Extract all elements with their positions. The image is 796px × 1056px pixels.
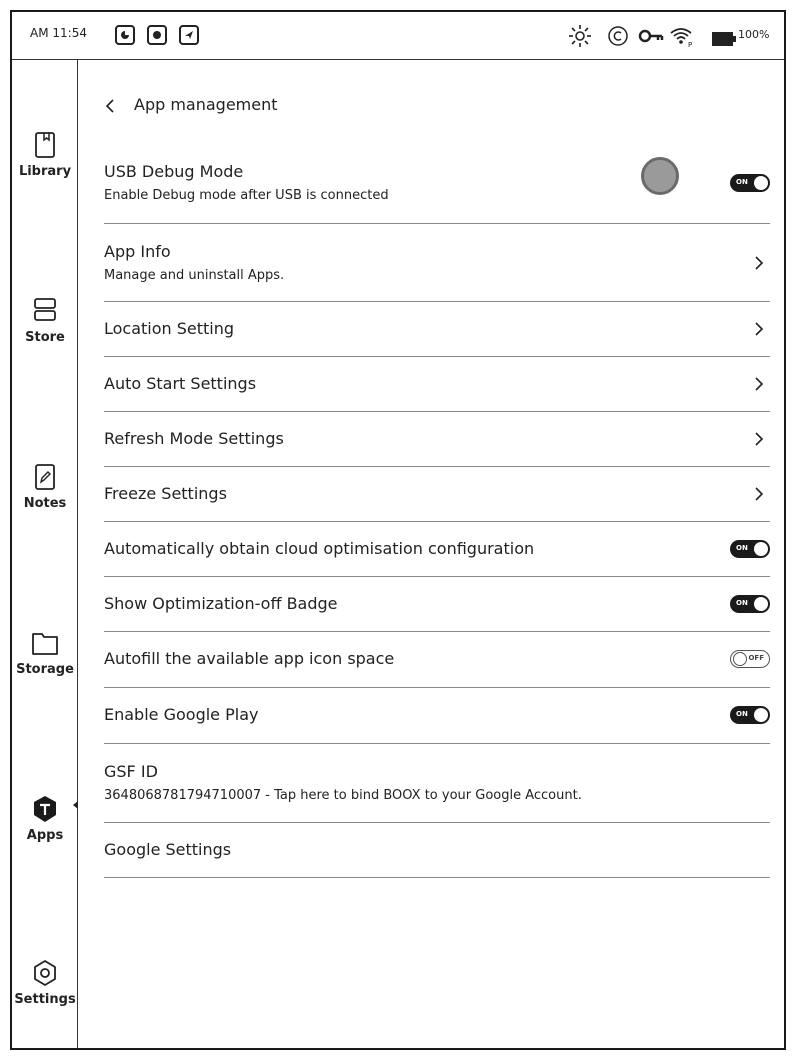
toggle-state: ON [736,599,748,607]
toggle-state: ON [736,178,748,186]
setting-row-refresh-mode[interactable] [104,412,770,467]
setting-row-cloud-optimisation[interactable] [104,522,770,577]
setting-row-google-play[interactable] [104,688,770,744]
row-title: Autofill the available app icon space [104,649,395,668]
autofill-icon-space-toggle[interactable] [730,650,770,668]
screen-capture-icon [115,25,135,45]
row-title: Refresh Mode Settings [104,429,284,448]
store-icon [31,296,59,326]
storage-icon [30,628,60,658]
battery-icon [712,27,736,51]
row-title: Automatically obtain cloud optimisation configuration [104,539,535,558]
sidebar-item-label: Storage [16,662,74,677]
notes-icon [31,462,59,492]
sidebar-item-notes[interactable] [12,462,78,511]
setting-row-gsf-id[interactable] [104,744,770,823]
record-icon [147,25,167,45]
chevron-right-icon [754,431,764,447]
sidebar-nav [12,60,78,1050]
usb-debug-toggle[interactable] [730,174,770,192]
sidebar-item-store[interactable] [12,296,78,345]
row-title: Location Setting [104,319,235,338]
sidebar-item-storage[interactable] [12,628,78,677]
row-title: Auto Start Settings [104,374,257,393]
active-indicator [73,801,78,809]
chevron-right-icon [754,321,764,337]
library-icon [31,130,59,160]
row-title: Enable Google Play [104,705,259,724]
page-header [104,94,504,118]
battery-percent: 100% [738,28,770,41]
row-title: GSF ID [104,762,158,781]
row-title: Show Optimization-off Badge [104,594,338,613]
row-subtitle: 3648068781794710007 - Tap here to bind BOOX to your Google Account. [104,788,582,803]
toggle-state: ON [736,710,748,718]
wifi-icon [669,24,695,48]
svg-text:P: P [688,41,693,48]
page-title: App management [134,95,278,114]
sidebar-item-apps[interactable] [12,794,78,843]
chevron-right-icon [754,255,764,271]
status-time: AM 11:54 [30,26,87,40]
row-title: Freeze Settings [104,484,227,503]
sidebar-item-label: Store [25,330,65,345]
sidebar-item-label: Apps [26,828,64,843]
brightness-icon [568,24,592,48]
sidebar-item-settings[interactable] [12,958,78,1007]
settings-icon [30,958,60,988]
sidebar-item-label: Notes [23,496,67,511]
chevron-right-icon [754,376,764,392]
cloud-optimisation-toggle[interactable] [730,540,770,558]
sidebar-item-library[interactable] [12,130,78,179]
sidebar-item-label: Settings [14,992,76,1007]
back-arrow-icon[interactable] [104,98,116,114]
row-title: USB Debug Mode [104,162,244,181]
touch-indicator [641,157,679,195]
status-bar [12,12,784,60]
chevron-right-icon [754,486,764,502]
toggle-state: OFF [748,654,764,662]
optimization-badge-toggle[interactable] [730,595,770,613]
sidebar-item-label: Library [18,164,72,179]
row-subtitle: Manage and uninstall Apps. [104,268,285,283]
toggle-state: ON [736,544,748,552]
row-subtitle: Enable Debug mode after USB is connected [104,188,389,203]
vpn-key-icon [638,24,664,48]
apps-icon [31,794,59,824]
setting-row-app-info[interactable] [104,224,770,302]
navigation-arrow-icon [179,25,199,45]
row-title: Google Settings [104,840,232,859]
device-screen [10,10,786,1050]
sync-icon [606,24,630,48]
google-play-toggle[interactable] [730,706,770,724]
setting-row-optimization-badge[interactable] [104,577,770,632]
setting-row-auto-start[interactable] [104,357,770,412]
row-title: App Info [104,242,171,261]
setting-row-autofill-icon-space[interactable] [104,632,770,688]
setting-row-freeze[interactable] [104,467,770,522]
setting-row-location[interactable] [104,302,770,357]
setting-row-google-settings[interactable] [104,823,770,878]
